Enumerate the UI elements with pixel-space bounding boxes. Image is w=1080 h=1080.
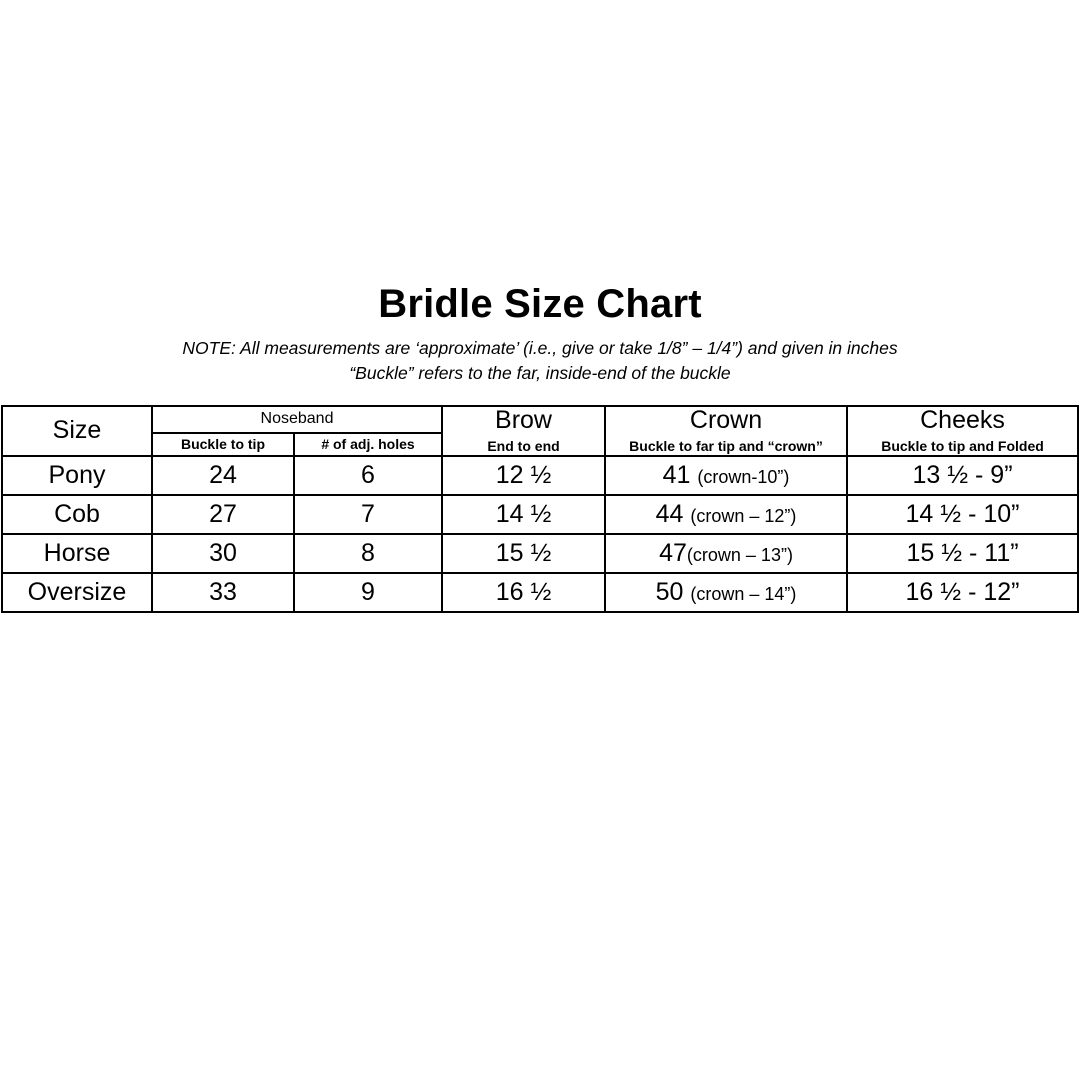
header-noseband-label: Noseband [260, 410, 334, 428]
table-row [2, 495, 1078, 534]
header-brow-sub: End to end [487, 438, 560, 455]
cell-size: Oversize [2, 573, 152, 612]
cell-crown-note: (crown – 14”) [690, 583, 797, 604]
cell-cheeks: 15 ½ - 11” [847, 534, 1078, 573]
header-size-label: Size [52, 416, 102, 445]
page-title: Bridle Size Chart [378, 282, 702, 326]
note-line-2: “Buckle” refers to the far, inside-end of the buckle [349, 363, 731, 384]
cell-crown [605, 573, 847, 612]
cell-crown-main: 50 [655, 577, 684, 606]
table-row [2, 456, 1078, 495]
table-header-row-top [2, 406, 1078, 433]
cell-brow: 14 ½ [442, 495, 605, 534]
cell-crown-main: 47 [659, 538, 687, 567]
cell-crown-note: (crown – 13”) [686, 544, 793, 565]
note-line-1: NOTE: All measurements are ‘approximate’ (i.e., give or take 1/8” – 1/4”) and given in inches [182, 338, 898, 358]
header-noseband-sub-1: Buckle to tip [152, 433, 294, 456]
note-text [0, 336, 1080, 387]
table-header [2, 406, 1078, 456]
header-brow-label: Brow [495, 405, 552, 434]
table-body [2, 456, 1078, 612]
header-cheeks-label: Cheeks [920, 405, 1005, 434]
table-row [2, 573, 1078, 612]
header-size [2, 406, 152, 456]
cell-crown [605, 534, 847, 573]
header-cheeks-sub: Buckle to tip and Folded [881, 438, 1044, 455]
header-crown-sub: Buckle to far tip and “crown” [629, 438, 823, 455]
document-body [0, 282, 1080, 613]
cell-noseband-buckle-to-tip: 27 [152, 495, 294, 534]
cell-size: Pony [2, 456, 152, 495]
cell-crown-note: (crown-10”) [697, 466, 790, 487]
table-row [2, 534, 1078, 573]
cell-brow: 16 ½ [442, 573, 605, 612]
header-noseband-sub-2: # of adj. holes [294, 433, 442, 456]
cell-noseband-holes: 8 [294, 534, 442, 573]
cell-brow: 12 ½ [442, 456, 605, 495]
cell-cheeks: 13 ½ - 9” [847, 456, 1078, 495]
header-crown-label: Crown [689, 405, 763, 434]
header-brow [442, 406, 605, 456]
cell-crown-main: 44 [655, 499, 684, 528]
cell-noseband-buckle-to-tip: 33 [152, 573, 294, 612]
header-noseband [152, 406, 442, 433]
cell-noseband-buckle-to-tip: 30 [152, 534, 294, 573]
cell-noseband-buckle-to-tip: 24 [152, 456, 294, 495]
cell-noseband-holes: 7 [294, 495, 442, 534]
cell-crown-note: (crown – 12”) [690, 505, 797, 526]
cell-crown [605, 456, 847, 495]
header-cheeks [847, 406, 1078, 456]
bridle-size-table [1, 405, 1079, 613]
header-crown [605, 406, 847, 456]
cell-noseband-holes: 6 [294, 456, 442, 495]
cell-brow: 15 ½ [442, 534, 605, 573]
cell-crown [605, 495, 847, 534]
cell-crown-main: 41 [662, 460, 691, 489]
cell-cheeks: 16 ½ - 12” [847, 573, 1078, 612]
cell-cheeks: 14 ½ - 10” [847, 495, 1078, 534]
cell-size: Cob [2, 495, 152, 534]
cell-noseband-holes: 9 [294, 573, 442, 612]
cell-size: Horse [2, 534, 152, 573]
